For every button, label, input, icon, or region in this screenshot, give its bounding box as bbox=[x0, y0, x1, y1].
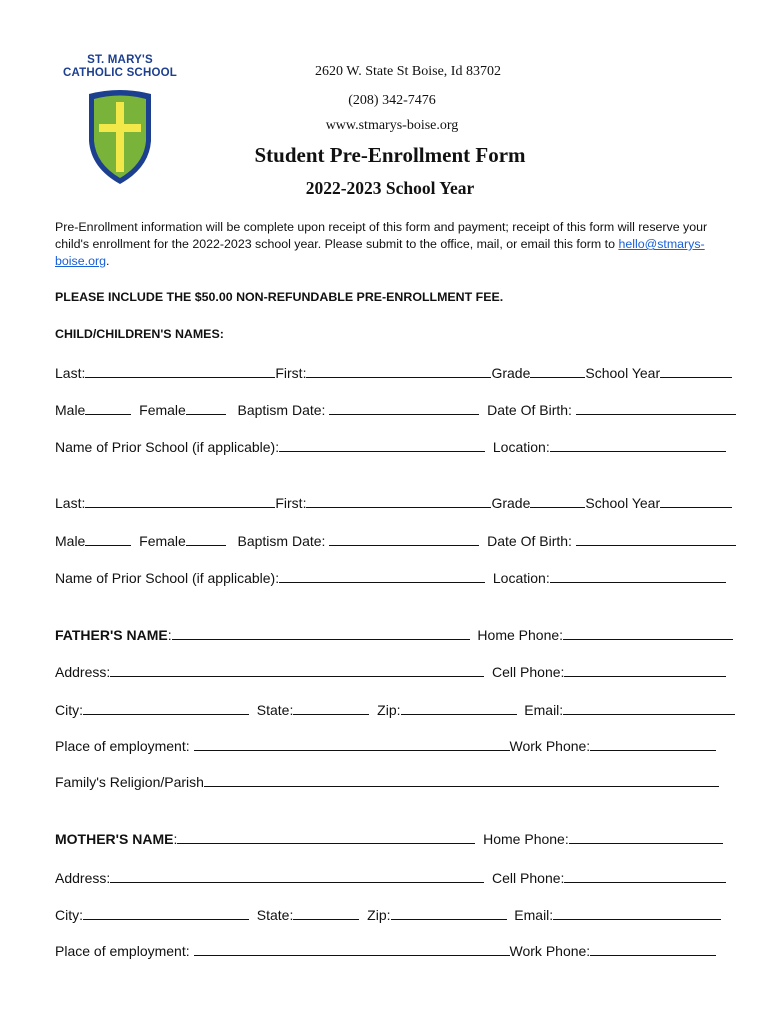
children-heading: CHILD/CHILDREN'S NAMES: bbox=[55, 327, 224, 341]
address-label: Address: bbox=[55, 870, 111, 886]
prior-school-label: Name of Prior School (if applicable): bbox=[55, 570, 280, 586]
home-phone-label: Home Phone: bbox=[477, 627, 564, 643]
mother-name-field[interactable] bbox=[177, 831, 475, 844]
child2-row-details bbox=[55, 533, 736, 550]
grade-label: Grade bbox=[491, 365, 531, 381]
employment-label: Place of employment: bbox=[55, 738, 190, 754]
colon: : bbox=[167, 627, 172, 643]
form-year: 2022-2023 School Year bbox=[305, 178, 475, 198]
last-label: Last: bbox=[55, 495, 86, 511]
mother-home-phone-field[interactable] bbox=[569, 831, 723, 844]
child2-location-field[interactable] bbox=[550, 570, 726, 583]
state-label: State: bbox=[256, 907, 294, 923]
city-label: City: bbox=[55, 907, 83, 923]
child2-dob-field[interactable] bbox=[576, 533, 736, 546]
first-label: First: bbox=[275, 495, 307, 511]
intro-end: . bbox=[105, 254, 110, 268]
dob-label: Date Of Birth: bbox=[487, 533, 572, 549]
child2-row-names bbox=[55, 495, 732, 512]
mother-row-employment bbox=[55, 943, 716, 960]
city-label: City: bbox=[55, 702, 83, 718]
intro-paragraph bbox=[55, 219, 725, 270]
school-shield-logo bbox=[85, 86, 155, 186]
form-title: Student Pre-Enrollment Form bbox=[254, 143, 526, 167]
school-year-label: School Year bbox=[585, 495, 661, 511]
child2-baptism-field[interactable] bbox=[329, 533, 479, 546]
work-phone-label: Work Phone: bbox=[509, 738, 591, 754]
location-label: Location: bbox=[492, 570, 550, 586]
school-website: www.stmarys-boise.org bbox=[325, 118, 459, 133]
mother-city-field[interactable] bbox=[83, 907, 249, 920]
cell-phone-label: Cell Phone: bbox=[492, 664, 565, 680]
colon: : bbox=[173, 831, 178, 847]
child2-grade-field[interactable] bbox=[530, 495, 585, 508]
child1-female-field[interactable] bbox=[186, 402, 226, 415]
state-label: State: bbox=[256, 702, 294, 718]
baptism-label: Baptism Date: bbox=[237, 402, 326, 418]
email-label: Email: bbox=[524, 702, 564, 718]
father-row-religion bbox=[55, 774, 719, 791]
zip-label: Zip: bbox=[367, 907, 391, 923]
last-label: Last: bbox=[55, 365, 86, 381]
mother-work-phone-field[interactable] bbox=[590, 943, 716, 956]
religion-field[interactable] bbox=[204, 774, 719, 787]
child1-row-school bbox=[55, 439, 726, 456]
child2-school-year-field[interactable] bbox=[660, 495, 732, 508]
religion-label: Family's Religion/Parish bbox=[55, 774, 204, 790]
father-employment-field[interactable] bbox=[194, 738, 510, 751]
mother-email-field[interactable] bbox=[553, 907, 721, 920]
father-row-city bbox=[55, 702, 735, 719]
grade-label: Grade bbox=[491, 495, 531, 511]
prior-school-label: Name of Prior School (if applicable): bbox=[55, 439, 280, 455]
mother-row-address bbox=[55, 870, 726, 887]
female-label: Female bbox=[139, 533, 186, 549]
email-link[interactable]: hello@stmarys-boise.org bbox=[55, 237, 705, 268]
father-name-field[interactable] bbox=[172, 627, 470, 640]
male-label: Male bbox=[55, 533, 86, 549]
mother-state-field[interactable] bbox=[293, 907, 359, 920]
mother-zip-field[interactable] bbox=[391, 907, 507, 920]
father-name-label: FATHER'S NAME bbox=[55, 627, 168, 643]
father-home-phone-field[interactable] bbox=[563, 627, 733, 640]
child1-last-field[interactable] bbox=[85, 365, 275, 378]
zip-label: Zip: bbox=[377, 702, 401, 718]
child1-row-details bbox=[55, 402, 736, 419]
employment-label: Place of employment: bbox=[55, 943, 190, 959]
child1-male-field[interactable] bbox=[85, 402, 131, 415]
child2-row-school bbox=[55, 570, 726, 587]
fee-notice: PLEASE INCLUDE THE $50.00 NON-REFUNDABLE PRE-ENROLLMENT FEE. bbox=[55, 290, 504, 304]
child2-female-field[interactable] bbox=[186, 533, 226, 546]
mother-row-name bbox=[55, 831, 723, 848]
school-phone: (208) 342-7476 bbox=[348, 93, 436, 108]
child1-dob-field[interactable] bbox=[576, 402, 736, 415]
father-work-phone-field[interactable] bbox=[590, 738, 716, 751]
father-zip-field[interactable] bbox=[401, 702, 517, 715]
child2-prior-school-field[interactable] bbox=[279, 570, 485, 583]
baptism-label: Baptism Date: bbox=[237, 533, 326, 549]
father-cell-phone-field[interactable] bbox=[564, 664, 726, 677]
school-address: 2620 W. State St Boise, Id 83702 bbox=[315, 64, 501, 79]
father-email-field[interactable] bbox=[563, 702, 735, 715]
child1-baptism-field[interactable] bbox=[329, 402, 479, 415]
father-state-field[interactable] bbox=[293, 702, 369, 715]
logo-line-2: CATHOLIC SCHOOL bbox=[63, 67, 177, 79]
location-label: Location: bbox=[492, 439, 550, 455]
address-label: Address: bbox=[55, 664, 111, 680]
child2-last-field[interactable] bbox=[85, 495, 275, 508]
father-address-field[interactable] bbox=[110, 664, 484, 677]
first-label: First: bbox=[275, 365, 307, 381]
email-label: Email: bbox=[514, 907, 554, 923]
child1-school-year-field[interactable] bbox=[660, 365, 732, 378]
dob-label: Date Of Birth: bbox=[487, 402, 572, 418]
mother-row-city bbox=[55, 907, 721, 924]
logo-line-1: ST. MARY'S bbox=[87, 54, 153, 66]
child1-first-field[interactable] bbox=[306, 365, 491, 378]
mother-address-field[interactable] bbox=[110, 870, 484, 883]
child1-grade-field[interactable] bbox=[530, 365, 585, 378]
school-logo-text bbox=[45, 54, 195, 80]
work-phone-label: Work Phone: bbox=[509, 943, 591, 959]
father-row-address bbox=[55, 664, 726, 681]
child1-location-field[interactable] bbox=[550, 439, 726, 452]
intro-text: Pre-Enrollment information will be complete upon receipt of this form and payment; receipt of this form will reserve your child's enrollment for the 2022-2023 school year. Please submit to the office, mail, or email this form to bbox=[55, 220, 708, 251]
mother-employment-field[interactable] bbox=[194, 943, 510, 956]
father-city-field[interactable] bbox=[83, 702, 249, 715]
home-phone-label: Home Phone: bbox=[483, 831, 569, 847]
mother-name-label: MOTHER'S NAME bbox=[55, 831, 174, 847]
child2-first-field[interactable] bbox=[306, 495, 491, 508]
child1-row-names bbox=[55, 365, 732, 382]
child1-prior-school-field[interactable] bbox=[279, 439, 485, 452]
father-row-employment bbox=[55, 738, 716, 755]
school-year-label: School Year bbox=[585, 365, 661, 381]
female-label: Female bbox=[139, 402, 186, 418]
male-label: Male bbox=[55, 402, 86, 418]
cell-phone-label: Cell Phone: bbox=[492, 870, 565, 886]
father-row-name bbox=[55, 627, 733, 644]
mother-cell-phone-field[interactable] bbox=[564, 870, 726, 883]
child2-male-field[interactable] bbox=[85, 533, 131, 546]
